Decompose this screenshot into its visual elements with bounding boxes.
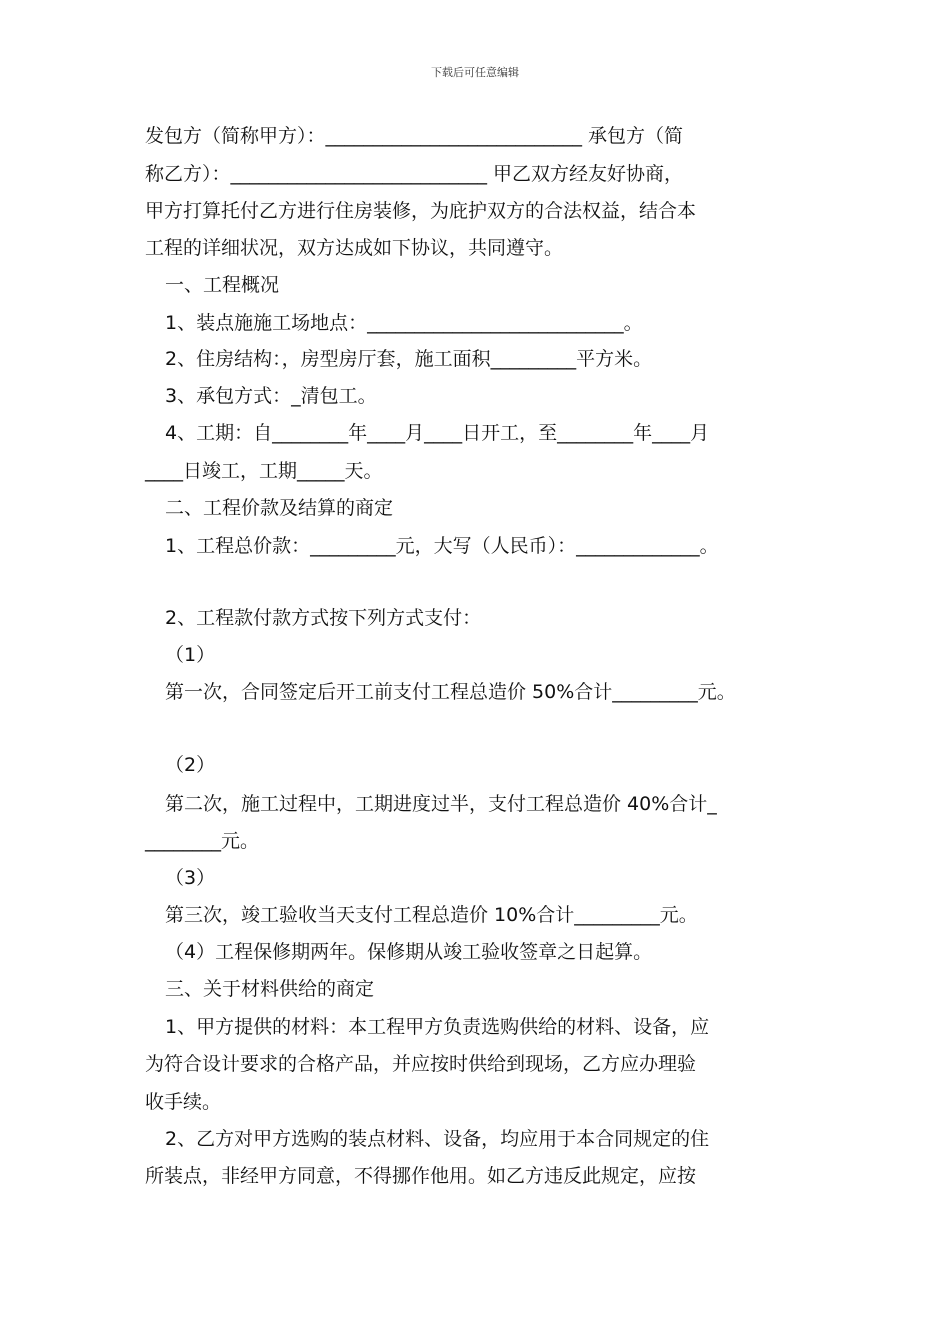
text-line: ________元。 <box>145 830 260 852</box>
section-heading: 一、工程概况 <box>165 274 280 296</box>
text-line: 第二次，施工过程中，工期进度过半，支付工程总造价 40%合计_ <box>165 793 717 815</box>
text-line: 为符合设计要求的合格产品，并应按时供给到现场，乙方应办理验 <box>145 1053 697 1075</box>
page-header: 下载后可任意编辑 <box>431 66 519 79</box>
text-line: 1、装点施施工场地点：___________________________。 <box>165 312 643 334</box>
section-heading: 二、工程价款及结算的商定 <box>165 497 394 519</box>
text-line: 3、承包方式：_清包工。 <box>165 385 377 407</box>
text-line: （2） <box>165 754 216 776</box>
text-line: ____日竣工，工期_____天。 <box>145 460 383 482</box>
text-line: 发包方（简称甲方）：___________________________ 承包方（简 <box>145 125 684 147</box>
text-line: 1、工程总价款：_________元，大写（人民币）：_____________。 <box>165 535 719 557</box>
text-line: 收手续。 <box>145 1091 222 1113</box>
text-line: 甲方打算托付乙方进行住房装修，为庇护双方的合法权益，结合本 <box>145 200 697 222</box>
text-line: 2、工程款付款方式按下列方式支付： <box>165 607 482 629</box>
text-line: （3） <box>165 867 216 889</box>
text-line: 1、甲方提供的材料：本工程甲方负责选购供给的材料、设备，应 <box>165 1016 710 1038</box>
text-line: （1） <box>165 644 216 666</box>
text-line: 工程的详细状况，双方达成如下协议，共同遵守。 <box>145 237 564 259</box>
text-line: 所装点，非经甲方同意，不得挪作他用。如乙方违反此规定，应按 <box>145 1165 697 1187</box>
text-line: 称乙方）：___________________________ 甲乙双方经友好协商， <box>145 163 684 185</box>
text-line: 2、乙方对甲方选购的装点材料、设备，均应用于本合同规定的住 <box>165 1128 710 1150</box>
text-line: （4）工程保修期两年。保修期从竣工验收签章之日起算。 <box>165 941 653 963</box>
text-line: 4、工期：自________年____月____日开工，至________年____月 <box>165 422 710 444</box>
section-heading: 三、关于材料供给的商定 <box>165 978 375 1000</box>
text-line: 2、住房结构：，房型房厅套，施工面积_________平方米。 <box>165 348 653 370</box>
text-line: 第一次，合同签定后开工前支付工程总造价 50%合计_________元。 <box>165 681 736 703</box>
text-line: 第三次，竣工验收当天支付工程总造价 10%合计_________元。 <box>165 904 698 926</box>
